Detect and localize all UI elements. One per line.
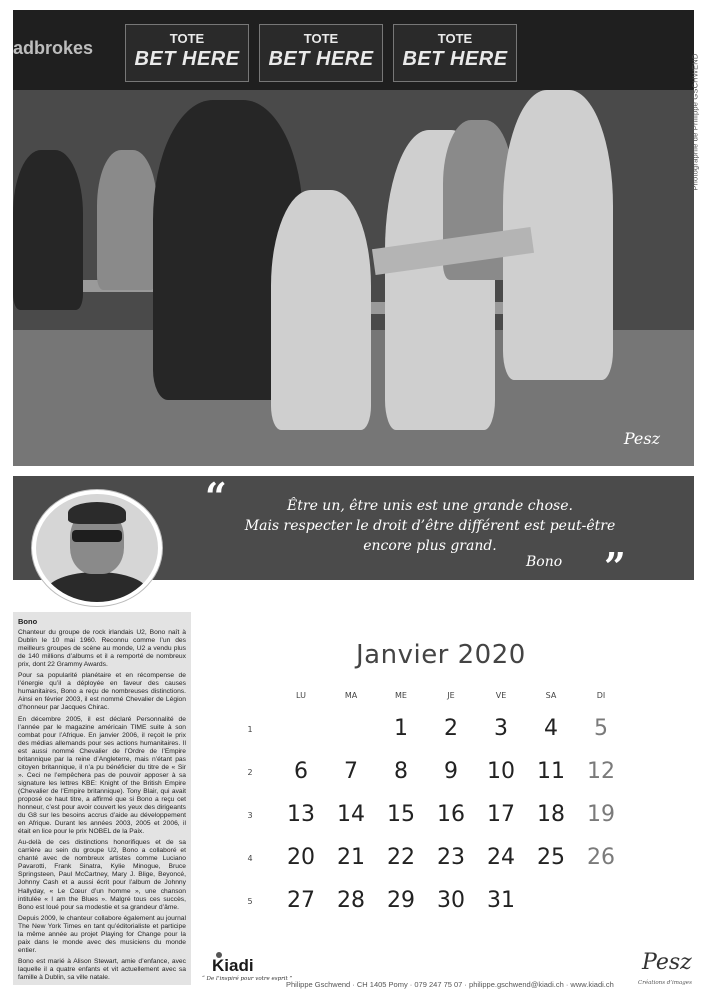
pesz-logo <box>636 950 696 992</box>
bio-panel <box>13 612 191 985</box>
date-cell: 15 <box>387 802 415 827</box>
tote-sign-top: TOTE <box>169 31 205 46</box>
date-cell: 9 <box>444 759 458 784</box>
date-cell: 20 <box>287 845 315 870</box>
date-cell: 4 <box>544 716 558 741</box>
tote-sign <box>259 24 383 82</box>
tote-sign <box>393 24 517 82</box>
date-cell: 31 <box>487 888 515 913</box>
date-cell: 6 <box>294 759 308 784</box>
footer-contact: Philippe Gschwend · CH 1405 Pomy · 079 247 75 07 · philippe.gschwend@kiadi.ch · www.kiadi.ch <box>286 980 614 989</box>
quote-text <box>215 496 645 556</box>
day-header: VE <box>495 691 507 700</box>
date-cell: 1 <box>394 716 408 741</box>
tote-sign-top: TOTE <box>437 31 473 46</box>
pesz-subtitle: Créations d’images <box>638 980 692 986</box>
day-header: ME <box>395 691 407 700</box>
bio-paragraph: Chanteur du groupe de rock irlandais U2, Bono naît à Dublin le 10 mai 1960. Reconnu comme l’un des meilleurs groupes de scène au monde, U2 a vendu plus de 140 millions d’albums et il a remporté de nombreux prix, dont 22 Grammy Awards. <box>18 629 186 669</box>
bono-portrait <box>32 490 162 606</box>
portrait-hair <box>68 502 126 524</box>
date-cell: 23 <box>437 845 465 870</box>
week-number: 3 <box>247 811 253 820</box>
date-cell: 11 <box>537 759 565 784</box>
tote-sign-bottom: BET HERE <box>134 48 240 70</box>
person-figure <box>97 150 157 290</box>
date-cell: 16 <box>437 802 465 827</box>
quote-line: encore plus grand. <box>363 538 497 554</box>
portrait-glasses <box>72 530 122 542</box>
date-cell: 25 <box>537 845 565 870</box>
date-cell: 7 <box>344 759 358 784</box>
person-figure <box>271 190 371 430</box>
kiadi-logo <box>202 954 293 984</box>
date-cell: 21 <box>337 845 365 870</box>
quote-line: Mais respecter le droit d’être différent est peut-être <box>244 518 616 534</box>
date-cell: 3 <box>494 716 508 741</box>
cover-photo <box>13 10 694 466</box>
photo-signature: Pesz <box>623 429 660 448</box>
day-header: LU <box>296 691 306 700</box>
kiadi-tagline: “ De l’inspiré pour votre esprit ” <box>202 976 293 982</box>
tote-sign <box>125 24 249 82</box>
photo-credit <box>688 12 702 232</box>
date-cell: 29 <box>387 888 415 913</box>
day-header: JE <box>447 691 455 700</box>
date-cell-sunday: 5 <box>594 716 608 741</box>
photo-credit-text: Photographie de Philippe GSCHWEND <box>690 53 700 191</box>
ladbrokes-sign: adbrokes <box>13 38 94 58</box>
date-cell: 8 <box>394 759 408 784</box>
date-cell: 17 <box>487 802 515 827</box>
day-header: SA <box>545 691 557 700</box>
calendar-title: Janvier 2020 <box>356 640 526 670</box>
quote-author: Bono <box>526 554 563 570</box>
date-cell: 22 <box>387 845 415 870</box>
bio-paragraph: En décembre 2005, il est déclaré Personnalité de l’année par le magazine américain TIME suite à son combat pour l’Afrique. En janvier 2006, il reçoit le prix des médias allemands pour ses actions humanitaires. Il est aussi nommé Chevalier de l’Ordre de l’Empire britannique par la reine d’Angleterre, mais n’étant pas citoyen britannique, il n’a pu bénéficier du titre de « Sir ». Ceci ne l’empêchera pas de pouvoir apposer à sa signature les lettres KBE: Knight of the British Empire (Chevalier de l’Empire britannique). Tony Blair, qui avait proposé ce haut titre, a affirmé que si Bono a reçu cet honneur, c’est pour avoir couvert les yeux des dirigeants du G8 sur les besoins accrus d’aide au développement en Afrique. Durant les années 2003, 2005 et 2006, il était en lice pour le prix NOBEL de la Paix. <box>18 715 186 836</box>
date-cell: 10 <box>487 759 515 784</box>
date-cell-sunday: 12 <box>587 759 615 784</box>
date-cell: 30 <box>437 888 465 913</box>
date-cell-sunday: 26 <box>587 845 615 870</box>
date-cell: 14 <box>337 802 365 827</box>
date-cell: 2 <box>444 716 458 741</box>
day-header: DI <box>596 691 606 700</box>
open-quote-mark: “ <box>205 474 227 519</box>
week-number: 4 <box>247 854 253 863</box>
bio-paragraph: Pour sa popularité planétaire et en récompense de l’énergie qu’il a déployée en faveur des causes humanitaires, Bono a reçu de nombreuses distinctions. Ainsi en février 2003, il est nommé Chevalier de Légion d’honneur par Jacques Chirac. <box>18 672 186 712</box>
person-figure <box>13 150 83 310</box>
week-number: 1 <box>247 725 253 734</box>
bio-title: Bono <box>18 617 38 626</box>
bio-paragraph: Bono est marié à Alison Stewart, amie d’enfance, avec laquelle il a quatre enfants et vit actuellement avec sa famille à Dublin, sa ville natale. <box>18 957 186 981</box>
date-cell: 18 <box>537 802 565 827</box>
pesz-wordmark: Pesz <box>642 950 692 975</box>
bio-paragraph: Depuis 2009, le chanteur collabore également au journal The New York Times en tant qu’éditorialiste et participe la même année au projet Playing for Change pour la paix dans le monde avec des musiciens du monde entier. <box>18 914 186 954</box>
week-number: 2 <box>247 768 253 777</box>
bio-paragraph: Au-delà de ces distinctions honorifiques et de sa carrière au sein du groupe U2, Bono a collaboré et chanté avec de nombreux artistes comme Luciano Pavarotti, Frank Sinatra, Kylie Minogue, Bruce Springsteen, Paul McCartney, Mary J. Blige, Beyoncé, Johnny Cash et a aussi écrit pour l’album de Johnny Hallyday, « Le Cœur d’un homme », une chanson intitulée « I am the Blues ». Malgré tous ces succès, Bono est loué pour sa modestie et sa grandeur d’âme. <box>18 839 186 911</box>
day-header: MA <box>344 691 358 700</box>
date-cell: 28 <box>337 888 365 913</box>
date-cell: 27 <box>287 888 315 913</box>
tote-sign-bottom: BET HERE <box>268 48 374 70</box>
tote-sign-top: TOTE <box>303 31 339 46</box>
quote-line: Être un, être unis est une grande chose. <box>287 498 573 514</box>
date-cell: 13 <box>287 802 315 827</box>
portrait-body <box>46 572 148 606</box>
tote-sign-bottom: BET HERE <box>402 48 508 70</box>
kiadi-wordmark: Kiadi <box>212 956 254 975</box>
date-cell-sunday: 19 <box>587 802 615 827</box>
date-cell: 24 <box>487 845 515 870</box>
close-quote-mark: ” <box>604 544 626 589</box>
week-number: 5 <box>247 897 253 906</box>
